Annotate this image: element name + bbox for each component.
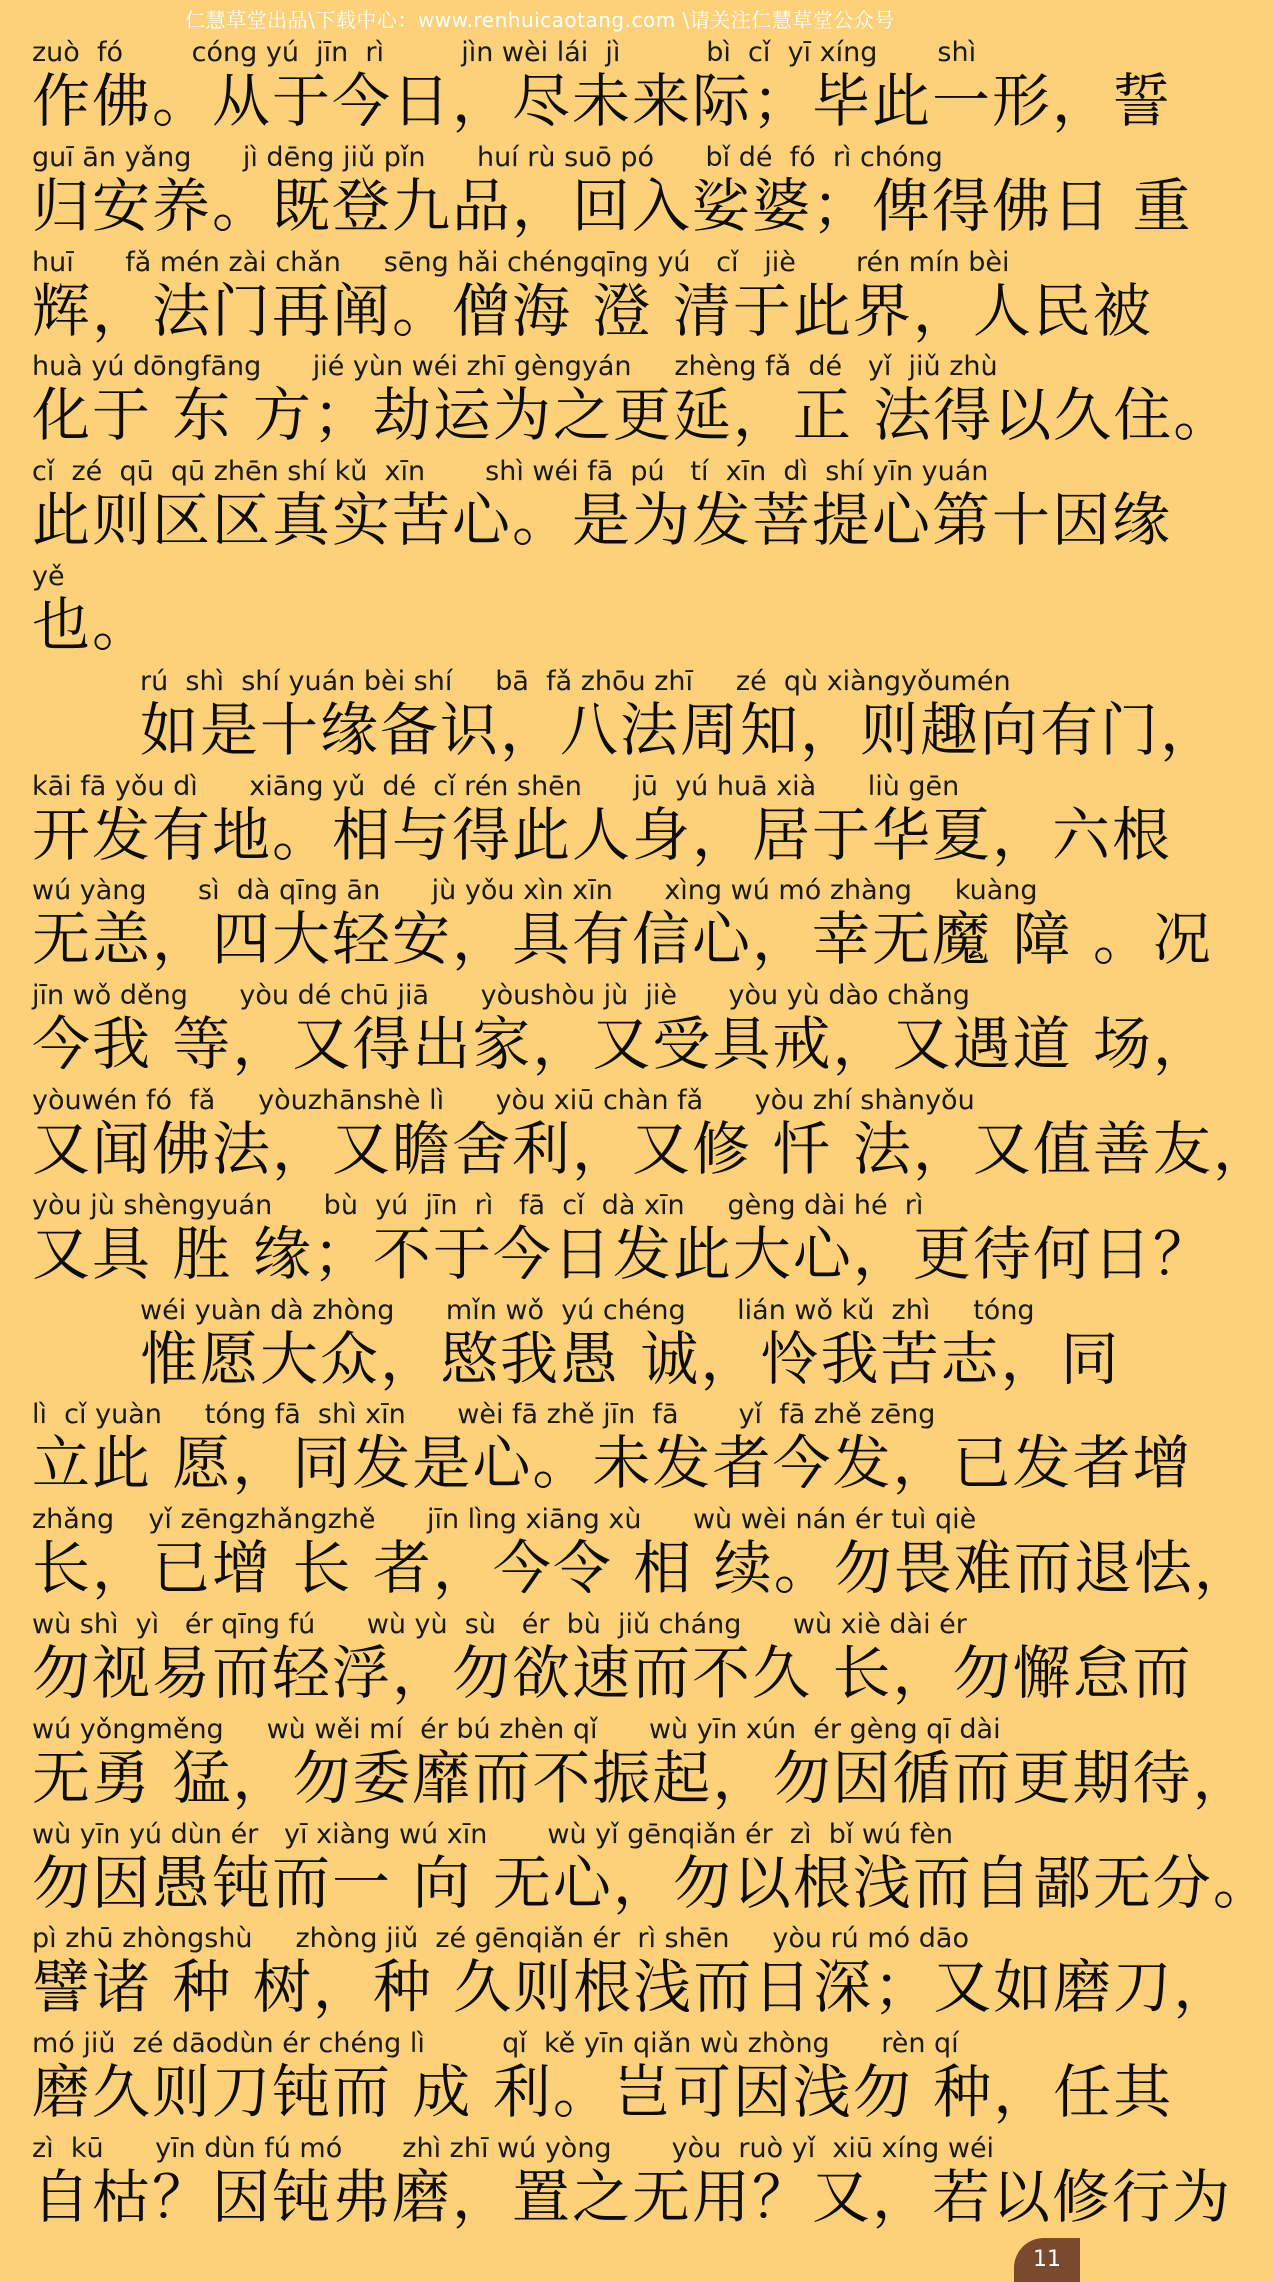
pinyin-annotation: yě (32, 560, 65, 592)
pinyin-annotation: kāi fā yǒu dì xiāng yǔ dé cǐ rén shēn jū yú huā xià liù gēn (32, 770, 960, 802)
page-number-badge: 11 (1014, 2238, 1080, 2282)
chinese-text: 勿因愚钝而一 向 无心，勿以根浅而自鄙无分。 (32, 1848, 1273, 1917)
chinese-text: 惟愿大众，愍我愚 诚，怜我苦志，同 (140, 1324, 1121, 1393)
chinese-text: 又具 胜 缘；不于今日发此大心，更待何日？ (32, 1219, 1213, 1288)
chinese-text: 无恙，四大轻安，具有信心，幸无魔 障 。况 (32, 905, 1213, 974)
text-line (32, 1504, 1254, 1610)
pinyin-annotation: yòuwén fó fǎ yòuzhānshè lì yòu xiū chàn fǎ yòu zhí shànyǒu (32, 1084, 975, 1116)
text-line (32, 770, 1173, 877)
text-line (32, 562, 1052, 667)
chinese-text: 此则区区真实苦心。是为发菩提心第十因缘 (32, 486, 1173, 555)
text-line (32, 351, 1234, 457)
pinyin-annotation: wù yīn yú dùn ér yī xiàng wú xīn wù yǐ gēnqiǎn ér zì bǐ wú fèn (32, 1818, 953, 1850)
chinese-text: 化于 东 方；劫运为之更延，正 法得以久住。 (32, 381, 1234, 450)
text-line (32, 665, 1221, 772)
chinese-text: 磨久则刀钝而 成 利。岂可因浅勿 种，任其 (32, 2058, 1174, 2127)
pinyin-annotation: cǐ zé qū qū zhēn shí kǔ xīn shì wéi fā pú tí xīn dì shí yīn yuán (32, 456, 989, 488)
pinyin-annotation: zhǎng yǐ zēngzhǎngzhě jīn lìng xiāng xù wù wèi nán ér tuì qiè (32, 1504, 977, 1536)
text-line (32, 875, 1213, 981)
text-line (32, 456, 1173, 562)
chinese-text: 作佛。从于今日，尽未来际；毕此一形，誓 (32, 67, 1173, 135)
chinese-text: 又闻佛法，又瞻舍利，又修 忏 法，又值善友， (32, 1114, 1273, 1183)
chinese-text: 也。 (32, 590, 153, 659)
chinese-text: 无勇 猛，勿委靡而不振起，勿因循而更期待， (32, 1743, 1253, 1812)
pinyin-annotation: huī fǎ mén zài chǎn sēng hǎi chéngqīng yú cǐ jiè rén mín bèi (32, 246, 1010, 278)
pinyin-annotation: zì kū yīn dùn fú mó zhì zhī wú yòng yòu ruò yǐ xiū xíng wéi (32, 2132, 995, 2164)
pinyin-annotation: rú shì shí yuán bèi shí bā fǎ zhōu zhī zé qù xiàngyǒumén (140, 665, 1011, 697)
chinese-text: 如是十缘备识，八法周知，则趣向有门， (140, 695, 1221, 764)
pinyin-annotation: huà yú dōngfāng jié yùn wéi zhī gèngyán zhèng fǎ dé yǐ jiǔ zhù (32, 351, 998, 383)
text-line (32, 1399, 1193, 1505)
scripture-text (32, 37, 1273, 2239)
text-line (32, 246, 1153, 353)
pinyin-annotation: wú yǒngměng wù wěi mí ér bú zhèn qǐ wù yīn xún ér gèng qī dài (32, 1713, 1001, 1745)
pinyin-annotation: wéi yuàn dà zhòng mǐn wǒ yú chéng lián wǒ kǔ zhì tóng (140, 1294, 1035, 1326)
text-line (32, 141, 1193, 248)
pinyin-annotation: mó jiǔ zé dāodùn ér chéng lì qǐ kě yīn qiǎn wù zhòng rèn qí (32, 2028, 959, 2060)
pinyin-annotation: guī ān yǎng jì dēng jiǔ pǐn huí rù suō pó bǐ dé fó rì chóng (32, 141, 943, 173)
text-line (32, 1818, 1273, 1925)
text-line (32, 37, 1173, 143)
chinese-text: 譬诸 种 树，种 久则根浅而日深；又如磨刀， (32, 1953, 1234, 2022)
text-line (32, 1713, 1253, 1820)
chinese-text: 自枯？因钝弗磨，置之无用？又，若以修行为 (32, 2162, 1233, 2231)
chinese-text: 辉，法门再阐。僧海 澄 清于此界，人民被 (32, 276, 1153, 345)
text-line (32, 2028, 1174, 2134)
pinyin-annotation: pì zhū zhòngshù zhòng jiǔ zé gēnqiǎn ér rì shēn yòu rú mó dāo (32, 1923, 969, 1955)
text-line (32, 1608, 1193, 1715)
pinyin-annotation: jīn wǒ děng yòu dé chū jiā yòushòu jù jiè yòu yù dào chǎng (32, 980, 970, 1012)
chinese-text: 立此 愿，同发是心。未发者今发，已发者增 (32, 1429, 1193, 1498)
chinese-text: 勿视易而轻浮，勿欲速而不久 长，勿懈怠而 (32, 1638, 1193, 1707)
pinyin-annotation: zuò fó cóng yú jīn rì jìn wèi lái jì bì cǐ yī xíng shì (32, 37, 977, 68)
text-line (32, 1084, 1273, 1191)
text-line (32, 2132, 1233, 2239)
text-line (32, 1923, 1234, 2029)
pinyin-annotation: yòu jù shèngyuán bù yú jīn rì fā cǐ dà xīn gèng dài hé rì (32, 1189, 924, 1221)
download-banner: 仁慧草堂出品\下载中心：www.renhuicaotang.com \请关注仁慧草堂公众号 (185, 8, 895, 32)
text-line (32, 980, 1213, 1086)
pinyin-annotation: wú yàng sì dà qīng ān jù yǒu xìn xīn xìng wú mó zhàng kuàng (32, 875, 1038, 907)
chinese-text: 今我 等，又得出家，又受具戒，又遇道 场， (32, 1010, 1213, 1079)
text-line (32, 1189, 1213, 1296)
chinese-text: 开发有地。相与得此人身，居于华夏，六根 (32, 800, 1173, 869)
pinyin-annotation: lì cǐ yuàn tóng fā shì xīn wèi fā zhě jīn fā yǐ fā zhě zēng (32, 1399, 936, 1431)
chinese-text: 归安养。既登九品，回入娑婆；俾得佛日 重 (32, 171, 1193, 240)
pinyin-annotation: wù shì yì ér qīng fú wù yù sù ér bù jiǔ cháng wù xiè dài ér (32, 1608, 967, 1640)
text-line (32, 1294, 1121, 1401)
chinese-text: 长，已增 长 者，今令 相 续。勿畏难而退怯， (32, 1534, 1254, 1603)
